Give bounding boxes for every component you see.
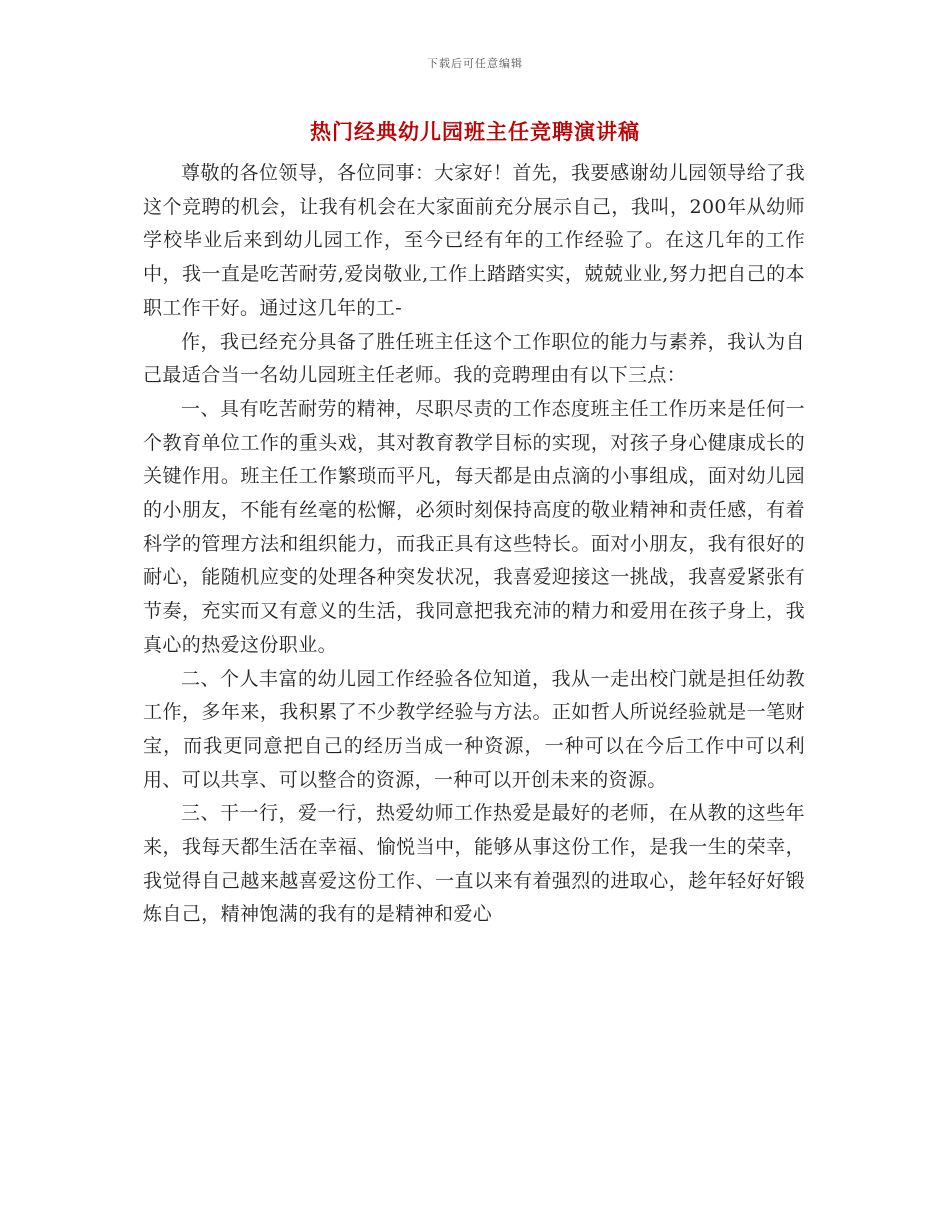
- paragraph-greeting: 尊敬的各位领导，各位同事：大家好！首先，我要感谢幼儿园领导给了我这个竞聘的机会，让我有机会在大家面前充分展示自己，我叫，200年从幼师学校毕业后来到幼儿园工作，至今已经有年的工作经验了。在这几年的工作中，我一直是吃苦耐劳,爱岗敬业,工作上踏踏实实，兢兢业业,努力把自己的本职工作干好。通过这几年的工-: [143, 162, 805, 319]
- paragraph-reason-two: 二、个人丰富的幼儿园工作经验各位知道，我从一走出校门就是担任幼教工作，多年来，我积累了不少教学经验与方法。正如哲人所说经验就是一笔财宝，而我更同意把自己的经历当成一种资源，一种可以在今后工作中可以利用、可以共享、可以整合的资源，一种可以开创未来的资源。: [143, 667, 805, 791]
- document-body: [143, 157, 805, 932]
- header-note: 下载后可任意编辑: [427, 57, 523, 70]
- paragraph-reason-one: 一、具有吃苦耐劳的精神，尽职尽责的工作态度班主任工作历来是任何一个教育单位工作的重头戏，其对教育教学目标的实现，对孩子身心健康成长的关键作用。班主任工作繁琐而平凡，每天都是由点滴的小事组成，面对幼儿园的小朋友，不能有丝毫的松懈，必须时刻保持高度的敬业精神和责任感，有着科学的管理方法和组织能力，而我正具有这些特长。面对小朋友，我有很好的耐心，能随机应变的处理各种突发状况，我喜爱迎接这一挑战，我喜爱紧张有节奏，充实而又有意义的生活，我同意把我充沛的精力和爱用在孩子身上，我真心的热爱这份职业。: [143, 397, 805, 656]
- paragraph-reason-three: 三、干一行，爱一行，热爱幼师工作热爱是最好的老师，在从教的这些年来，我每天都生活在幸福、愉悦当中，能够从事这份工作，是我一生的荣幸，我觉得自己越来越喜爱这份工作、一直以来有着强烈的进取心，趁年轻好好锻炼自己，精神饱满的我有的是精神和爱心: [143, 802, 805, 926]
- paragraph-intro: 作，我已经充分具备了胜任班主任这个工作职位的能力与素养，我认为自己最适合当一名幼儿园班主任老师。我的竞聘理由有以下三点：: [143, 330, 805, 387]
- document-title: 热门经典幼儿园班主任竞聘演讲稿: [310, 119, 640, 144]
